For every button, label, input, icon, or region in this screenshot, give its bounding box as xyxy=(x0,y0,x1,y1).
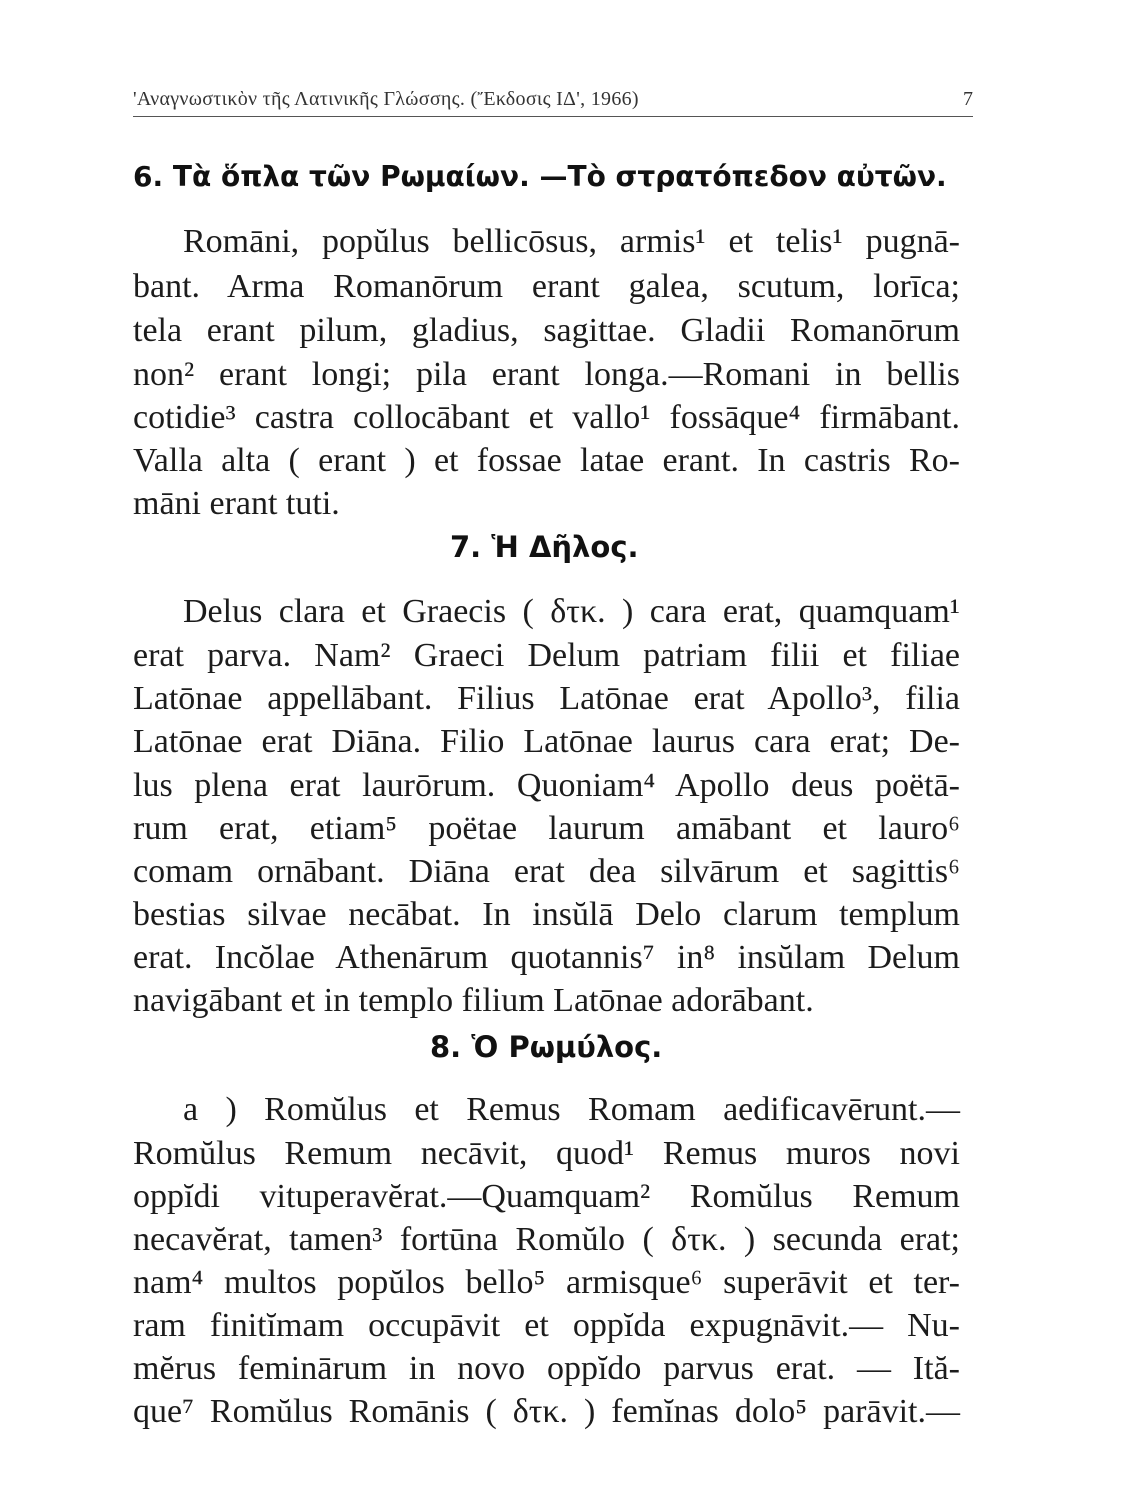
text-line: cotidie³ castra collocābant et vallo¹ fossāque⁴ firmābant. xyxy=(133,399,960,436)
page-number: 7 xyxy=(963,88,973,110)
text-line: Romāni, popŭlus bellicōsus, armis¹ et telis¹ pugnā- xyxy=(183,223,960,260)
text-line: comam ornābant. Diāna erat dea silvārum et sagittis⁶ xyxy=(133,853,960,890)
text-line: nam⁴ multos popŭlos bello⁵ armisque⁶ superāvit et ter- xyxy=(133,1264,960,1301)
running-header xyxy=(133,86,973,117)
text-line: navigābant et in templo filium Latōnae adorābant. xyxy=(133,982,814,1019)
text-line: necavĕrat, tamen³ fortūna Romŭlo ( δτκ. ) secunda erat; xyxy=(133,1221,960,1258)
text-line: erat parva. Nam² Graeci Delum patriam filii et filiae xyxy=(133,637,960,674)
text-line: Delus clara et Graecis ( δτκ. ) cara erat, quamquam¹ xyxy=(183,593,960,630)
text-line: Latōnae appellābant. Filius Latōnae erat Apollo³, filia xyxy=(133,680,960,717)
text-line: mĕrus feminārum in novo oppĭdo parvus erat. — Ită- xyxy=(133,1350,960,1387)
text-line: non² erant longi; pila erant longa.—Romani in bellis xyxy=(133,356,960,393)
text-line: tela erant pilum, gladius, sagittae. Gladii Romanōrum xyxy=(133,312,960,349)
section-7-title: 7. Ἡ Δῆλος. xyxy=(450,530,639,564)
section-8-title: 8. Ὁ Ρωμύλος. xyxy=(430,1030,663,1064)
text-line: māni erant tuti. xyxy=(133,485,340,522)
header-text: 'Αναγνωστικὸν τῆς Λατινικῆς Γλώσσης. (Ἔκδοσις ΙΔ', 1966) xyxy=(133,88,639,110)
text-line: rum erat, etiam⁵ poëtae laurum amābant et lauro⁶ xyxy=(133,810,960,847)
text-line: bant. Arma Romanōrum erant galea, scutum, lorīca; xyxy=(133,268,960,305)
text-line: Valla alta ( erant ) et fossae latae erant. In castris Ro- xyxy=(133,442,960,479)
text-line: erat. Incŏlae Athenārum quotannis⁷ in⁸ insŭlam Delum xyxy=(133,939,960,976)
text-line: Latōnae erat Diāna. Filio Latōnae laurus cara erat; De- xyxy=(133,723,960,760)
text-line: lus plena erat laurōrum. Quoniam⁴ Apollo deus poëtā- xyxy=(133,767,960,804)
text-line: a ) Romŭlus et Remus Romam aedificavērunt.— xyxy=(183,1091,960,1128)
text-line: oppĭdi vituperavĕrat.—Quamquam² Romŭlus Remum xyxy=(133,1178,960,1215)
text-line: que⁷ Romŭlus Romānis ( δτκ. ) femĭnas dolo⁵ parāvit.— xyxy=(133,1393,960,1430)
text-line: bestias silvae necābat. In insŭlā Delo clarum templum xyxy=(133,896,960,933)
text-line: Romŭlus Remum necāvit, quod¹ Remus muros novi xyxy=(133,1135,960,1172)
section-6-title: 6. Τὰ ὅπλα τῶν Ρωμαίων. —Τὸ στρατόπεδον αὐτῶν. xyxy=(133,160,947,193)
text-line: ram finitĭmam occupāvit et oppĭda expugnāvit.— Nu- xyxy=(133,1307,960,1344)
